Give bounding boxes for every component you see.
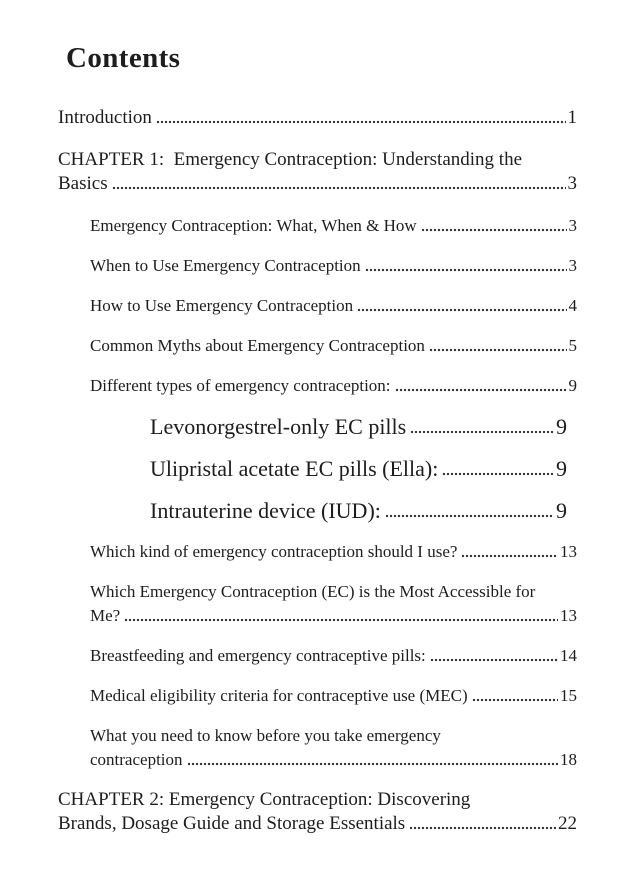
page-title: Contents [66,42,181,74]
page-number: 9 [556,498,567,523]
toc-entry-line [90,604,577,628]
dot-leader [187,748,558,772]
page-number: 3 [567,173,577,194]
dot-leader [365,254,567,278]
toc-entry[interactable] [90,540,577,564]
toc-entry-text: Me? [90,606,121,625]
toc-entry[interactable] [150,498,577,524]
toc-entry-text: Levonorgestrel-only EC pills [150,414,407,439]
toc-entry[interactable] [90,724,577,772]
toc-entry-line [150,414,567,440]
toc-entry-text: What you need to know before you take emergency [90,726,441,745]
page-number: 13 [560,542,577,561]
toc-entry-line [90,334,577,358]
dot-leader [357,294,566,318]
page-number: 22 [558,813,577,834]
dot-leader [124,604,558,628]
toc-entry-text: Breastfeeding and emergency contraceptive pills: [90,646,426,665]
page-number: 4 [568,296,577,315]
toc-entry-line [90,580,577,604]
toc-entry-line [90,684,577,708]
dot-leader [472,684,558,708]
toc-entry[interactable] [58,106,577,130]
toc-entry-text: CHAPTER 1: Emergency Contraception: Understanding the [58,149,523,170]
dot-leader [385,498,554,524]
toc-entry-line [58,148,577,172]
toc-entry-text: Emergency Contraception: What, When & How [90,216,417,235]
toc-entry-text: Different types of emergency contraception: [90,376,391,395]
toc-entry-line [90,540,577,564]
toc-entry-line [90,214,577,238]
toc-entry-line [150,498,567,524]
toc-entry-text: Introduction [58,107,152,128]
page-number: 15 [560,686,577,705]
toc-entry-text: Ulipristal acetate EC pills (Ella): [150,456,439,481]
page-number: 3 [568,216,577,235]
toc-entry-text: CHAPTER 2: Emergency Contraception: Discovering [58,789,471,810]
toc-entry-text: Intrauterine device (IUD): [150,498,381,523]
dot-leader [112,172,566,196]
toc-entry-line [90,374,577,398]
toc-entry-text: Medical eligibility criteria for contraceptive use (MEC) [90,686,468,705]
toc-entry[interactable] [58,148,577,196]
toc-entry[interactable] [150,414,577,440]
toc-entry-line [90,724,577,748]
toc-entry-text: Common Myths about Emergency Contraception [90,336,425,355]
dot-leader [156,106,566,130]
toc-entry-line [58,788,577,812]
page-number: 1 [567,107,577,128]
dot-leader [421,214,567,238]
toc-entry-line [90,294,577,318]
toc-entry-line [90,644,577,668]
toc-entry-text: How to Use Emergency Contraception [90,296,354,315]
toc-entry[interactable] [90,334,577,358]
toc-entry-text: Which Emergency Contraception (EC) is the Most Accessible for [90,582,536,601]
page-number: 18 [560,750,577,769]
toc-entry-text: Which kind of emergency contraception should I use? [90,542,458,561]
page-number: 9 [556,414,567,439]
toc-entry-text: contraception [90,750,183,769]
toc-entry[interactable] [90,294,577,318]
toc-entry-line [58,106,577,130]
toc-entry-line [58,172,577,196]
page-number: 9 [556,456,567,481]
dot-leader [430,644,558,668]
toc-entry[interactable] [90,644,577,668]
page-number: 14 [560,646,577,665]
toc-entry-line [90,748,577,772]
page-number: 13 [560,606,577,625]
page-number: 9 [568,376,577,395]
toc-list [58,106,577,836]
toc-entry[interactable] [90,580,577,628]
toc-entry[interactable] [90,374,577,398]
toc-entry[interactable] [90,684,577,708]
toc-entry-text: When to Use Emergency Contraception [90,256,361,275]
dot-leader [410,414,554,440]
dot-leader [429,334,567,358]
toc-entry[interactable] [58,788,577,836]
dot-leader [409,812,556,836]
toc-entry[interactable] [90,254,577,278]
toc-entry-text: Brands, Dosage Guide and Storage Essentials [58,813,406,834]
toc-entry[interactable] [150,456,577,482]
dot-leader [442,456,554,482]
toc-entry[interactable] [90,214,577,238]
dot-leader [461,540,558,564]
toc-entry-line [58,812,577,836]
toc-entry-line [90,254,577,278]
toc-entry-line [150,456,567,482]
toc-entry-text: Basics [58,173,108,194]
page-number: 5 [568,336,577,355]
page-number: 3 [568,256,577,275]
dot-leader [395,374,567,398]
